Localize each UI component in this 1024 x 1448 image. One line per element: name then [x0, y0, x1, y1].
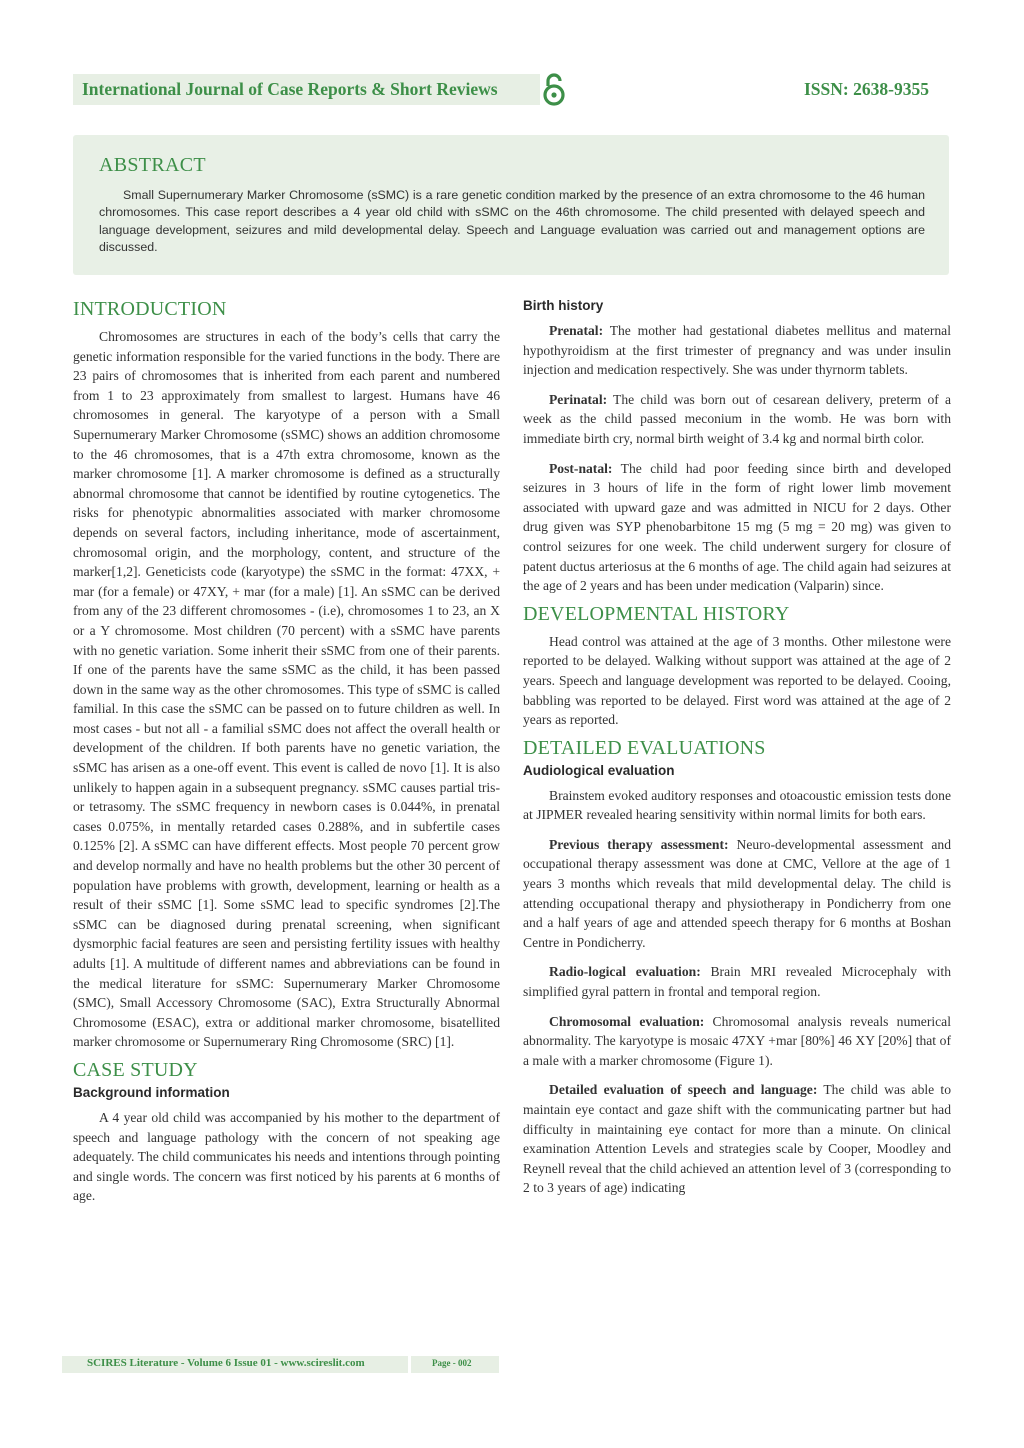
- footer-citation: SCIRES Literature - Volume 6 Issue 01 - www.scireslit.com: [87, 1357, 365, 1369]
- postnatal-paragraph: [523, 459, 951, 596]
- detailed-evaluations-heading: DETAILED EVALUATIONS: [523, 736, 766, 759]
- introduction-heading: INTRODUCTION: [73, 298, 227, 320]
- audiological-heading: Audiological evaluation: [523, 762, 675, 778]
- background-heading: Background information: [73, 1084, 230, 1100]
- background-text: A 4 year old child was accompanied by his mother to the department of speech and language pathology with the concern of not speaking age adequately. The child communicates his needs and intentions through pointing and single words. The concern was first noticed by his parents at 6 months of age.: [73, 1109, 500, 1204]
- page-number: Page - 002: [432, 1358, 472, 1368]
- postnatal-label: Post-natal:: [549, 460, 613, 476]
- abstract-heading: ABSTRACT: [99, 154, 206, 176]
- perinatal-label: Perinatal:: [549, 391, 608, 407]
- therapy-paragraph: [523, 835, 951, 953]
- open-access-icon: [540, 72, 568, 108]
- radiological-label: Radio-logical evaluation:: [549, 964, 701, 980]
- speech-label: Detailed evaluation of speech and language:: [549, 1082, 818, 1098]
- left-column: [73, 296, 500, 1206]
- speech-text: The child was able to maintain eye contact and gaze shift with the communicating partner but had difficulty in maintaining eye contact for more than a minute. On clinical examination Attention Levels and strategies scale by Cooper, Moodley and Reynell reveal that the child achieved an attention level of 3 (corresponding to 2 to 3 years of age) indicating: [523, 1082, 951, 1196]
- speech-paragraph: [523, 1080, 951, 1198]
- postnatal-text: The child had poor feeding since birth and developed seizures in 3 hours of life in the form of right lower limb movement associated with upward gaze and was admitted in NICU for 2 days. Other drug given was SYP phenobarbitone 15 mg (5 mg = 20 mg) was given to control seizures for one week. The child underwent surgery for closure of patent ductus arteriosus at the 6 months of age. The child again had seizures at the age of 2 years and has been under medication (Valparin) since.: [523, 460, 952, 594]
- issn: ISSN: 2638-9355: [804, 79, 929, 99]
- chromosomal-text: Chromosomal analysis reveals numerical abnormality. The karyotype is mosaic 47XY +mar [80%] 46 XY [20%] that of a male with a marker chromosome (Figure 1).: [523, 1013, 951, 1068]
- audiological-text: Brainstem evoked auditory responses and otoacoustic emission tests done at JIPMER revealed hearing sensitivity within normal limits for both ears.: [523, 787, 951, 823]
- therapy-label: Previous therapy assessment:: [549, 836, 729, 852]
- case-study-heading: CASE STUDY: [73, 1058, 198, 1081]
- perinatal-text: The child was born out of cesarean delivery, preterm of a week as the child passed meconium in the womb. He was born with immediate birth cry, normal birth weight of 3.4 kg and normal birth color.: [523, 391, 952, 446]
- journal-title: International Journal of Case Reports & Short Reviews: [82, 79, 498, 99]
- introduction-text: Chromosomes are structures in each of the body’s cells that carry the genetic information responsible for the varied functions in the body. There are 23 pairs of chromosomes that is inherited from each parent and numbered from 1 to 23 approximately from smallest to largest. Humans have 46 chromosomes in general. The karyotype of a person with a Small Supernumerary Marker Chromosome (sSMC) shows an addition chromosome to the 46 chromosomes, that is a 47th extra chromosome, known as the marker chromosome [1]. A marker chromosome is defined as a structurally abnormal chromosome that cannot be identified by routine cytogenetics. The risks for phenotypic abnormalities associated with marker chromosome depends on several factors, including inheritance, mode of ascertainment, chromosomal origin, and the morphology, content, and structure of the marker[1,2]. Geneticists code (karyotype) the sSMC in the format: 47XX, + mar (for a female) or 47XY, + mar (for a male) [1]. An sSMC can be derived from any of the 23 different chromosomes - (i.e), chromosomes 1 to 23, an X or a Y chromosome. Most children (70 percent) with a sSMC have parents with no genetic variation. Some inherit their sSMC from one of their parents. If one of the parents have the same sSMC as the child, it has been passed down in the same way as the other chromosomes. This type of sSMC is called familial. In this case the sSMC can be passed on to future children as well. In most cases - but not all - a familial sSMC does not affect the overall health or development of the children. If both parents have no genetic variation, the sSMC has arisen as a one-off event. This event is called de novo [1]. It is also unlikely to happen again in a subsequent pregnancy. sSMC causes partial tris-or tetrasomy. The sSMC frequency in newborn cases is 0.044%, in prenatal cases 0.075%, in mentally retarded cases 0.288%, and in subfertile cases 0.125% [2]. A sSMC can have different effects. Most people 70 percent grow and develop normally and have no health problems but the other 30 percent of population have problems with growth, development, learning or health as a result of their sSMC [1]. Some sSMC lead to specific syndromes [2].The sSMC can be diagnosed during prenatal screening, when significant dysmorphic facial features are seen and persisting fertility issues with healthy adults [1]. A multitude of different names and abbreviations can be found in the medical literature for sSMC: Supernumerary Marker Chromosome (SMC), Small Accessory Chromosome (SAC), Extra Structurally Abnormal Chromosome (ESAC), extra or additional marker chromosome, bisatellited marker chromosome or Supernumerary Ring Chromosome (SRC) [1].: [73, 329, 500, 1050]
- chromosomal-label: Chromosomal evaluation:: [549, 1013, 705, 1029]
- radiological-text: Brain MRI revealed Microcephaly with simplified gyral pattern in frontal and temporal region.: [523, 964, 951, 1000]
- birth-history-heading: Birth history: [523, 298, 604, 313]
- developmental-history-heading: DEVELOPMENTAL HISTORY: [523, 602, 790, 625]
- right-column: [523, 296, 951, 1198]
- abstract-text: Small Supernumerary Marker Chromosome (sSMC) is a rare genetic condition marked by the presence of an extra chromosome to the 46 human chromosomes. This case report describes a 4 year old child with sSMC on the 46th chromosome. The child presented with delayed speech and language development, seizures and mild developmental delay. Speech and Language evaluation was carried out and management options are discussed.: [99, 188, 925, 255]
- radiological-paragraph: [523, 962, 951, 1001]
- perinatal-paragraph: [523, 390, 951, 449]
- therapy-text: Neuro-developmental assessment and occupational therapy assessment was done at CMC, Vellore at the age of 1 years 3 months which reveals that mild developmental delay. The child is attending occupational therapy and physiotherapy in Pondicherry from one and a half years of age and attended speech therapy for 6 months at Boshan Centre in Pondicherry.: [523, 836, 951, 950]
- prenatal-text: The mother had gestational diabetes mellitus and maternal hypothyroidism at the first trimester of pregnancy and was under insulin injection and medication respectively. She was under thyrnorm tablets.: [523, 323, 951, 378]
- prenatal-paragraph: [523, 321, 951, 380]
- developmental-history-text: Head control was attained at the age of 3 months. Other milestone were reported to be delayed. Walking without support was attained at the age of 2 years. Speech and language development was reported to be delayed. Cooing, babbling was reported to be delayed. First word was attained at the age of 2 years as reported.: [523, 633, 951, 728]
- chromosomal-paragraph: [523, 1012, 951, 1071]
- prenatal-label: Prenatal:: [549, 323, 604, 338]
